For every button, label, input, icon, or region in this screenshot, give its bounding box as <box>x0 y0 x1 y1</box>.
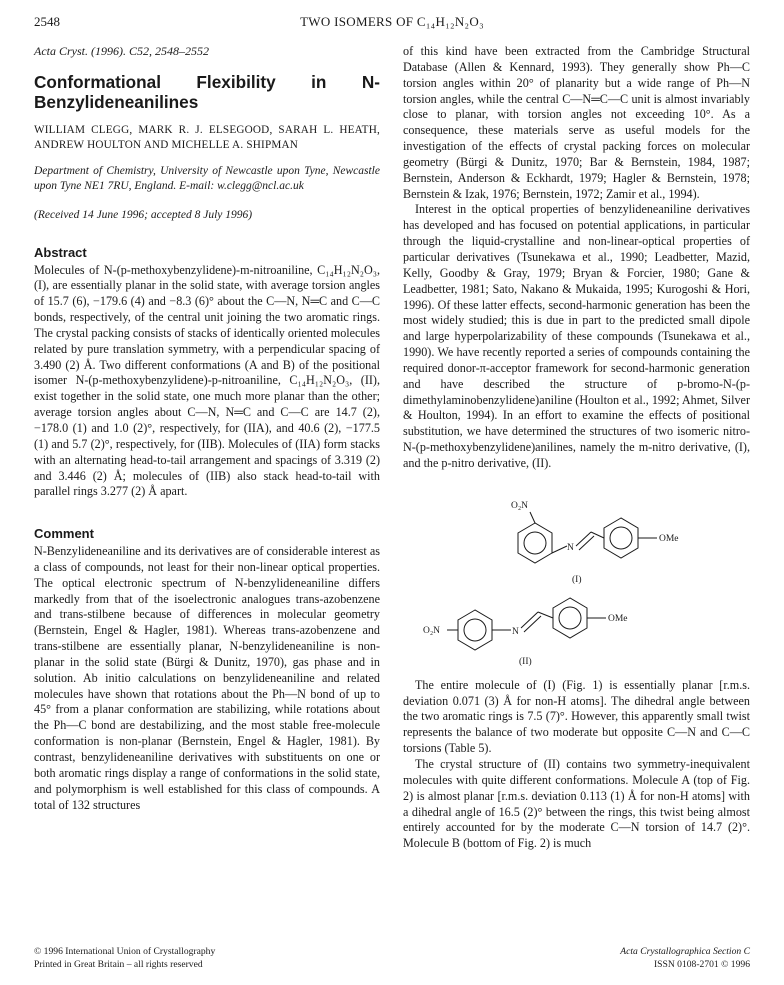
left-column <box>34 44 380 813</box>
scheme-2-label: (II) <box>519 656 532 667</box>
abstract-text: Molecules of N-(p-methoxybenzylidene)-m-nitroaniline, C₁₄H₁₂N₂O₃, (I), are essentially planar in the solid state, with average torsion angles of 15.7 (6), −179.6 (4) and −8.3 (6)° about the C—N, N═C and C—C bonds, respectively, of the central unit joining the two aromatic rings. The crystal packing consists of stacks of identically oriented molecules related by pure translation symmetry, with a perpendicular spacing of 3.490 (2) Å. Two different conformations (A and B) of the positional isomer N-(p-methoxybenzylidene)-p-nitroaniline, C₁₄H₁₂N₂O₃, (II), exist together in the solid state, one much more planar than the other; average torsion angles about C—N, N═C and C—C are 14.7 (2), −178.0 (1) and 1.0 (2)°, respectively, for (IIA), and 40.6 (2), −177.5 (1) and 5.7 (2)°, respectively, for (IIB). Molecules of (IIA) form stacks with an alternating head-to-tail arrangement and spacings of 3.319 (2) and 3.446 (2) Å; molecules of (IIB) also stack head-to-tail with parallel rings 3.277 (2) Å apart. <box>34 262 380 499</box>
scheme-2-structure <box>447 598 606 650</box>
scheme-1-n: N <box>567 542 574 553</box>
comment-heading: Comment <box>34 526 94 542</box>
journal-citation: Acta Cryst. (1996). C52, 2548–2552 <box>34 44 209 58</box>
copyright-footer <box>34 945 215 971</box>
comment-text: N-Benzylideneaniline and its derivatives are of considerable interest as a class of compounds, not least for their non-linear optical properties. The optical electronic spectrum of N-benzylideneaniline differs markedly from that of the isoelectronic analogues trans-azobenzene and trans-stilbene because of differences in molecular geometry (Bernstein, Engel & Hagler, 1981). Whereas trans-azobenzene and trans-stilbene are essentially planar, N-benzylideneaniline is non-planar in the solid state (Bürgi & Dunitz, 1970), gas phase and in solution. Ab initio calculations on benzylideneaniline and related molecules have shown that rotations about the Ph—N bond of up to 45° from a planar conformation are stabilizing, while rotations about the Ph—C bond are destabilizing, and the most stable free-molecule conformation is non-planar (Bernstein, Engel & Hagler, 1981). By contrast, benzylideneaniline derivatives with substituents on one or both aromatic rings display a range of conformations in the solid state, and polymorphism is well established for this class of compounds. A total of 132 structures <box>34 544 380 812</box>
nitrophenyl-ring-1 <box>518 523 552 563</box>
copyright-line: © 1996 International Union of Crystallography <box>34 946 216 957</box>
journal-footer <box>620 945 750 971</box>
aromatic-circle-1b <box>610 527 632 549</box>
page-number: 2548 <box>34 14 60 29</box>
bond-n-ch-1b <box>579 536 594 550</box>
scheme-2-ome: OMe <box>608 613 628 624</box>
bond-n-ch-1 <box>576 532 591 546</box>
abstract-heading: Abstract <box>34 244 87 260</box>
body-paragraph-1: of this kind have been extracted from the Cambridge Structural Database (Allen & Kennard, 1993). They generally show Ph—C torsion angles within 20° of planarity but a wide range of Ph—N torsion angles, while the central C—N═C—C unit is almost invariably close to planar, with torsion angles not exceeding 10°. As a consequence, these materials serve as useful models for the investigation of the effects of crystal packing forces on molecular geometry (Bürgi & Dunitz, 1970; Bar & Bernstein, 1984, 1987; Bernstein, Anderson & Eckhardt, 1979; Hagler & Bernstein, 1978; Bernstein & Izak, 1976; Bernstein, 1972; Zamir et al., 1994). <box>403 44 750 201</box>
scheme-1-o2n: O₂N <box>511 500 529 511</box>
bond-n-ch-2b <box>524 616 541 632</box>
scheme-1-label: (I) <box>572 574 582 585</box>
running-title: TWO ISOMERS OF C₁₄H₁₂N₂O₃ <box>300 14 484 29</box>
methoxyphenyl-ring-2 <box>553 598 587 638</box>
aromatic-circle-2b <box>559 607 581 629</box>
body-paragraph-2: Interest in the optical properties of benzylideneaniline derivatives has developed and has focused on potential applications, in particular through the liquid-crystalline and non-linear-optical properties of particular derivatives (Tsunekawa et al., 1990; Leadbetter, Mazid, Kelly, Goodby & Gray, 1979; Bryan & Forcier, 1980; Gane & Leadbetter, 1981; Sato, Nakano & Mukaida, 1995; Kurogoshi & Hori, 1996). Of these latter effects, second-harmonic generation has been the most widely studied; this is due in part to the predicted small dipole and large hyperpolarizability of these compounds (Tsunekawa et al., 1990). We have recently reported a series of compounds containing the required donor-π-acceptor framework for second-harmonic generation and have described the structure of p-bromo-N-(p-dimethylaminobenzylidene)aniline (Houlton et al., 1992; Ahmet, Silver & Houlton, 1994). In an effort to examine the effects of positional substitution, we have determined the structures of two isomeric nitro-N-(p-methoxybenzylidene)anilines, namely the m-nitro derivative, (I), and the p-nitro derivative, (II). <box>403 202 750 470</box>
nitrophenyl-ring-2 <box>458 610 492 650</box>
scheme-1-structure <box>518 512 657 563</box>
bond-n-ch-2 <box>521 612 538 628</box>
body-paragraph-4: The crystal structure of (II) contains two symmetry-inequivalent molecules with quite different conformations. Molecule A (top of Fig. 2) is almost planar [r.m.s. deviation 0.113 (1) Å for non-H atoms] with a dihedral angle of 16.5 (2)° between the rings, this twist being almost entirely accounted for by the moderate C—N torsion of 14.7 (2)°. Molecule B (bottom of Fig. 2) is much <box>403 757 750 851</box>
aromatic-circle-1a <box>524 532 546 554</box>
article-title: Conformational Flexibility in N-Benzylideneanilines <box>34 71 380 112</box>
chemical-schemes <box>403 478 750 678</box>
bond-ring-n-1 <box>552 546 567 553</box>
issn-line: ISSN 0108-2701 © 1996 <box>653 959 750 970</box>
body-paragraph-3: The entire molecule of (I) (Fig. 1) is essentially planar [r.m.s. deviation 0.071 (3) Å for non-H atoms]. The dihedral angle between the two aromatic rings is 7.5 (7)°. However, this apparently small twist represents the balance of two moderate but opposite C—N and C—C torsions (Table 5). <box>403 677 750 756</box>
scheme-2-n: N <box>512 626 519 637</box>
author-list: WILLIAM CLEGG, MARK R. J. ELSEGOOD, SARAH L. HEATH, ANDREW HOULTON AND MICHELLE A. SHIPMAN <box>34 123 380 152</box>
methoxyphenyl-ring-1 <box>604 518 638 558</box>
affiliation: Department of Chemistry, University of Newcastle upon Tyne, Newcastle upon Tyne NE1 7RU, England. E-mail: w.clegg@ncl.ac.uk <box>34 164 380 192</box>
bond-no2-1 <box>530 512 535 523</box>
scheme-2-o2n: O₂N <box>423 625 441 636</box>
journal-name: Acta Crystallographica Section C <box>620 946 750 957</box>
scheme-1-ome: OMe <box>659 533 679 544</box>
right-column <box>403 44 750 852</box>
scheme-svg <box>403 478 750 678</box>
printed-line: Printed in Great Britain – all rights reserved <box>34 959 203 970</box>
running-header <box>34 14 750 32</box>
aromatic-circle-2a <box>464 619 486 641</box>
received-dates: (Received 14 June 1996; accepted 8 July 1996) <box>34 208 253 221</box>
